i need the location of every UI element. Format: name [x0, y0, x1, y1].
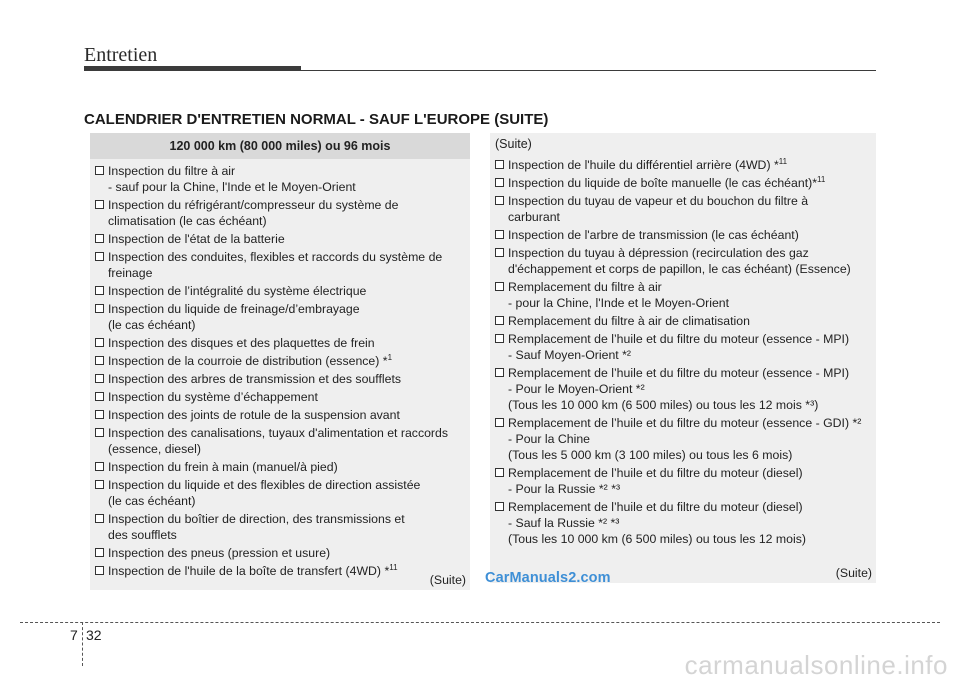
footer-dashed-divider	[82, 622, 83, 666]
checklist-item	[490, 279, 876, 311]
checkbox-icon	[495, 468, 504, 477]
checkbox-icon	[95, 548, 104, 557]
checklist-item-line: Inspection de l'huile du différentiel arrière (4WD) *	[508, 158, 779, 172]
maintenance-panel-right	[490, 133, 876, 583]
footnote-marker: 11	[817, 174, 826, 184]
section-title: CALENDRIER D'ENTRETIEN NORMAL - SAUF L'EUROPE (SUITE)	[84, 111, 549, 128]
checklist-item-text: Remplacement de l’huile et du filtre du moteur (essence - GDI) *²	[508, 416, 862, 430]
checklist-item-text: Inspection des canalisations, tuyaux d'alimentation et raccords	[108, 426, 449, 440]
checklist-item-text: Inspection du réfrigérant/compresseur du système de	[108, 198, 399, 212]
checklist-item-text: - Pour la Chine	[508, 432, 591, 446]
checklist-item-text: Remplacement de l’huile et du filtre du moteur (essence - MPI)	[508, 332, 850, 346]
checklist-item-text	[508, 157, 872, 173]
footnote-marker: 11	[389, 562, 398, 572]
checklist-item-text: Inspection du boîtier de direction, des transmissions et	[108, 512, 405, 526]
checklist-item-line: Inspection de l'huile de la boîte de transfert (4WD) *	[108, 564, 390, 578]
checklist-item-text: - Sauf la Russie *² *³	[508, 516, 620, 530]
checklist-item-text: Remplacement de l’huile et du filtre du moteur (diesel)	[508, 466, 803, 480]
checklist-item-text: Inspection du liquide et des flexibles de direction assistée	[108, 478, 421, 492]
checklist-item-text: Inspection des arbres de transmission et des soufflets	[108, 372, 402, 386]
checkbox-icon	[95, 166, 104, 175]
checklist-item-text: Inspection de l’intégralité du système électrique	[108, 284, 367, 298]
checkbox-icon	[495, 334, 504, 343]
checkbox-icon	[495, 178, 504, 187]
checklist-item-text: Inspection du tuyau de vapeur et du bouchon du filtre à	[508, 194, 809, 208]
checklist-item	[90, 545, 470, 561]
checklist-item	[490, 331, 876, 363]
checklist-item-text: Inspection de l'arbre de transmission (le cas échéant)	[508, 228, 799, 242]
checklist-item	[490, 227, 876, 243]
checklist-item-text: (le cas échéant)	[108, 494, 196, 508]
checklist-item-text: (le cas échéant)	[108, 318, 196, 332]
checklist-item-text: Inspection du frein à main (manuel/à pied)	[108, 460, 338, 474]
checkbox-icon	[495, 502, 504, 511]
checklist-item-text: Inspection du tuyau à dépression (recirculation des gaz	[508, 246, 809, 260]
checklist-item-text: Remplacement du filtre à air de climatisation	[508, 314, 750, 328]
checklist-item-text: (Tous les 5 000 km (3 100 miles) ou tous les 6 mois)	[508, 448, 793, 462]
page-number: 32	[86, 627, 102, 643]
checklist-item-text: (Tous les 10 000 km (6 500 miles) ou tous les 12 mois *³)	[508, 398, 819, 412]
checklist-item	[90, 459, 470, 475]
checklist-item	[90, 353, 470, 369]
checklist-item	[90, 389, 470, 405]
checklist-item	[90, 301, 470, 333]
checkbox-icon	[495, 196, 504, 205]
checkbox-icon	[495, 230, 504, 239]
checklist-item	[490, 365, 876, 413]
checklist-item-text: freinage	[108, 266, 153, 280]
checkbox-icon	[95, 234, 104, 243]
checklist-item	[490, 245, 876, 277]
checklist-item	[90, 371, 470, 387]
checklist-item	[90, 335, 470, 351]
chapter-title: Entretien	[84, 44, 158, 66]
checklist-item-line: Inspection du liquide de boîte manuelle (le cas échéant)*	[508, 176, 817, 190]
checklist-item-line: Inspection de la courroie de distribution (essence) *	[108, 354, 388, 368]
checklist-item-text: (Tous les 10 000 km (6 500 miles) ou tous les 12 mois)	[508, 532, 806, 546]
checklist-item-text: (essence, diesel)	[108, 442, 201, 456]
header-rule-thick	[84, 66, 301, 71]
left-items-list	[90, 159, 470, 579]
checkbox-icon	[95, 338, 104, 347]
checklist-item-text	[508, 175, 872, 191]
checkbox-icon	[495, 316, 504, 325]
checklist-item-text: - Pour le Moyen-Orient *²	[508, 382, 645, 396]
checklist-item-text: Inspection des joints de rotule de la suspension avant	[108, 408, 400, 422]
checklist-item	[90, 249, 470, 281]
panel-header-right: (Suite)	[495, 137, 532, 151]
suite-label-right: (Suite)	[835, 566, 872, 580]
panel-header-left: 120 000 km (80 000 miles) ou 96 mois	[90, 133, 470, 159]
checkbox-icon	[95, 410, 104, 419]
checklist-item-text: climatisation (le cas échéant)	[108, 214, 267, 228]
checkbox-icon	[95, 286, 104, 295]
checklist-item	[490, 415, 876, 463]
checklist-item-text: - sauf pour la Chine, l'Inde et le Moyen-Orient	[108, 180, 356, 194]
checkbox-icon	[95, 514, 104, 523]
checklist-item-text: Inspection du filtre à air	[108, 164, 236, 178]
checkbox-icon	[95, 356, 104, 365]
checklist-item-text: Inspection des pneus (pression et usure)	[108, 546, 331, 560]
checklist-item	[90, 563, 470, 579]
checklist-item	[90, 197, 470, 229]
checklist-item	[90, 511, 470, 543]
checkbox-icon	[495, 368, 504, 377]
watermark-link[interactable]: CarManuals2.com	[485, 570, 611, 586]
checkbox-icon	[95, 200, 104, 209]
checklist-item-text: Inspection de l'état de la batterie	[108, 232, 285, 246]
checkbox-icon	[95, 252, 104, 261]
checklist-item	[90, 407, 470, 423]
checklist-item-text: d'échappement et corps de papillon, le cas échéant) (Essence)	[508, 262, 851, 276]
checklist-item-text: - Pour la Russie *² *³	[508, 482, 621, 496]
checklist-item	[490, 465, 876, 497]
checklist-item	[490, 193, 876, 225]
footer-dashed-rule	[20, 622, 940, 623]
checklist-item	[490, 313, 876, 329]
checkbox-icon	[495, 418, 504, 427]
checklist-item-text	[108, 563, 466, 579]
checkbox-icon	[95, 304, 104, 313]
checklist-item	[90, 477, 470, 509]
checklist-item-text: - pour la Chine, l'Inde et le Moyen-Orient	[508, 296, 730, 310]
checklist-item-text: Inspection du liquide de freinage/d’embrayage	[108, 302, 360, 316]
checklist-item	[90, 231, 470, 247]
checklist-item	[490, 499, 876, 547]
chapter-number: 7	[70, 627, 78, 643]
footnote-marker: 1	[387, 352, 393, 362]
checklist-item-text: Inspection des disques et des plaquettes de frein	[108, 336, 375, 350]
checklist-item	[90, 283, 470, 299]
checkbox-icon	[95, 374, 104, 383]
checklist-item-text: - Sauf Moyen-Orient *²	[508, 348, 632, 362]
checklist-item-text: Remplacement du filtre à air	[508, 280, 662, 294]
checklist-item	[90, 163, 470, 195]
checklist-item-text: Inspection des conduites, flexibles et raccords du système de	[108, 250, 443, 264]
checklist-item-text: Remplacement de l’huile et du filtre du moteur (essence - MPI)	[508, 366, 850, 380]
checklist-item-text	[108, 353, 466, 369]
site-footer: carmanualsonline.info	[684, 650, 948, 680]
checkbox-icon	[495, 248, 504, 257]
checkbox-icon	[95, 392, 104, 401]
maintenance-panel-left	[90, 133, 470, 590]
checklist-item	[490, 175, 876, 191]
checkbox-icon	[95, 566, 104, 575]
checklist-item-text: Remplacement de l’huile et du filtre du moteur (diesel)	[508, 500, 803, 514]
checkbox-icon	[95, 428, 104, 437]
checkbox-icon	[95, 480, 104, 489]
checklist-item-text: des soufflets	[108, 528, 177, 542]
right-items-list	[490, 157, 876, 547]
checklist-item-text: Inspection du système d’échappement	[108, 390, 318, 404]
checklist-item	[490, 157, 876, 173]
checklist-item	[90, 425, 470, 457]
checkbox-icon	[495, 160, 504, 169]
header-rule-thin	[301, 70, 876, 71]
footnote-marker: 11	[778, 156, 788, 166]
suite-label-left: (Suite)	[429, 573, 466, 587]
checkbox-icon	[95, 462, 104, 471]
checklist-item-text: carburant	[508, 210, 560, 224]
checkbox-icon	[495, 282, 504, 291]
